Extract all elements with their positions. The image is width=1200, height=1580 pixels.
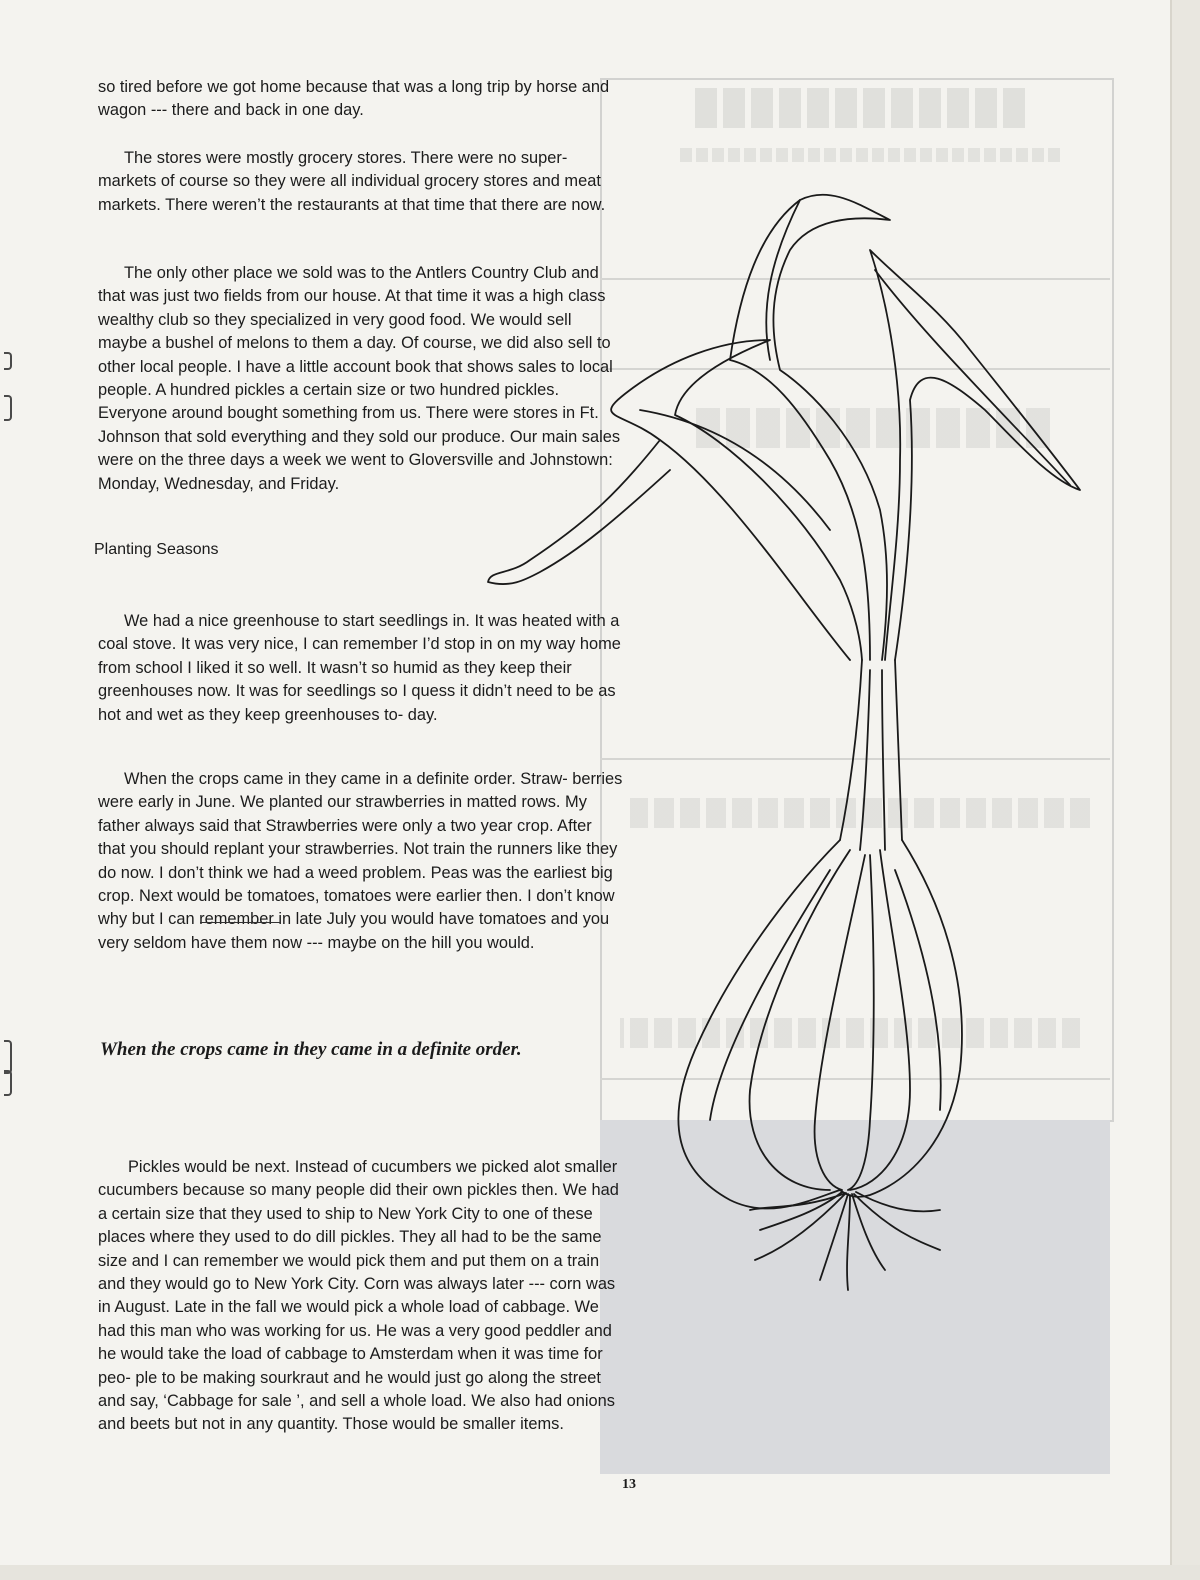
onion-leaf-left-fold xyxy=(488,440,670,584)
onion-leaf-top xyxy=(730,195,890,660)
article-paragraph: The only other place we sold was to the Antlers Country Club and that was just two fields from our house. At that time it was a high class wealthy club so they specialized in very good food. We would sell maybe a bushel of melons to them a day. Of course, we did also sell to other local people. I have a little account book that shows sales to local people. A hundred pickles a certain size or two hundred pickles. Everyone around bought something from us. There were stores in Ft. Johnson that sold everything and they sold our produce. Our main sales were on the three days a week we went to Gloversville and Johnstown: Monday, Wednesday, and Friday. xyxy=(98,264,621,493)
scan-edge xyxy=(1172,0,1200,1580)
staple-mark xyxy=(4,352,12,370)
article-paragraph: When the crops came in they came in a definite order. Straw- berries were early in June. We planted our strawberries in matted rows. My father always said that Strawberries were only a two year crop. After that you should replant your strawberries. Not train the runners like they do now. I don’t think we had a weed problem. Peas was the earliest big crop. Next would be tomatoes, tomatoes were earlier then. I don’t know why but I can remember in late July you would have tomatoes and you very seldom have them now --- maybe on the hill you would. xyxy=(98,770,623,952)
onion-bulb-contour xyxy=(850,850,910,1190)
onion-illustration xyxy=(470,190,1090,1300)
ghost-heading-block xyxy=(695,88,1025,128)
staple-mark xyxy=(4,1040,12,1074)
ghost-text-block xyxy=(680,148,1060,162)
onion-leaf-left xyxy=(611,340,862,660)
pull-quote: When the crops came in they came in a definite order. xyxy=(100,1039,522,1060)
article-paragraph: The stores were mostly grocery stores. There were no super- markets of course so they were all individual grocery stores and meat markets. There weren’t the restaurants at that time that there are now. xyxy=(98,149,606,214)
onion-neck-lines xyxy=(860,670,885,850)
onion-bulb-contour xyxy=(750,850,850,1190)
pen-underline xyxy=(200,922,280,923)
onion-bulb-contour xyxy=(815,855,865,1190)
onion-bulb-contour xyxy=(848,855,874,1190)
onion-bulb-contour xyxy=(710,870,830,1120)
onion-leaf-right-vein xyxy=(875,270,1070,485)
staple-mark xyxy=(4,395,12,421)
onion-bulb xyxy=(678,840,962,1209)
article-paragraph: Pickles would be next. Instead of cucumbers we picked alot smaller cucumbers because so many people did their own pickles then. We had a certain size that they used to ship to New York City to one of these places where they used to do dill pickles. They all had to be the same size and I can remember we would pick them and put them on a train and they would go to New York City. Corn was always later --- corn was in August. Late in the fall we would pick a whole load of cabbage. We had this man who was working for us. He was a very good peddler and he would take the load of cabbage to Amsterdam when it was time for peo- ple to be making sourkraut and he would just go along the street and say, ‘Cabbage for sale ’, and sell a whole load. We also had onions and beets but not in any quantity. Those would be smaller items. xyxy=(98,1158,619,1434)
article-paragraph: We had a nice greenhouse to start seedlings in. It was heated with a coal stove. It was very nice, I can remember I’d stop in on my way home from school I liked it so well. It wasn’t so humid as they keep their greenhouses now. It was for seedlings so I quess it didn’t need to be as hot and wet as they keep greenhouses to- day. xyxy=(98,612,621,724)
article-paragraph: so tired before we got home because that was a long trip by horse and wagon --- there and back in one day. xyxy=(98,78,610,120)
onion-leaf-right xyxy=(870,250,1080,660)
section-subheading: Planting Seasons xyxy=(94,541,219,558)
scan-edge xyxy=(0,1565,1200,1580)
onion-neck xyxy=(840,660,902,840)
onion-leaf-top-vein xyxy=(766,200,800,360)
onion-roots xyxy=(750,1192,940,1290)
page-number: 13 xyxy=(622,1477,636,1492)
staple-mark xyxy=(4,1070,12,1096)
